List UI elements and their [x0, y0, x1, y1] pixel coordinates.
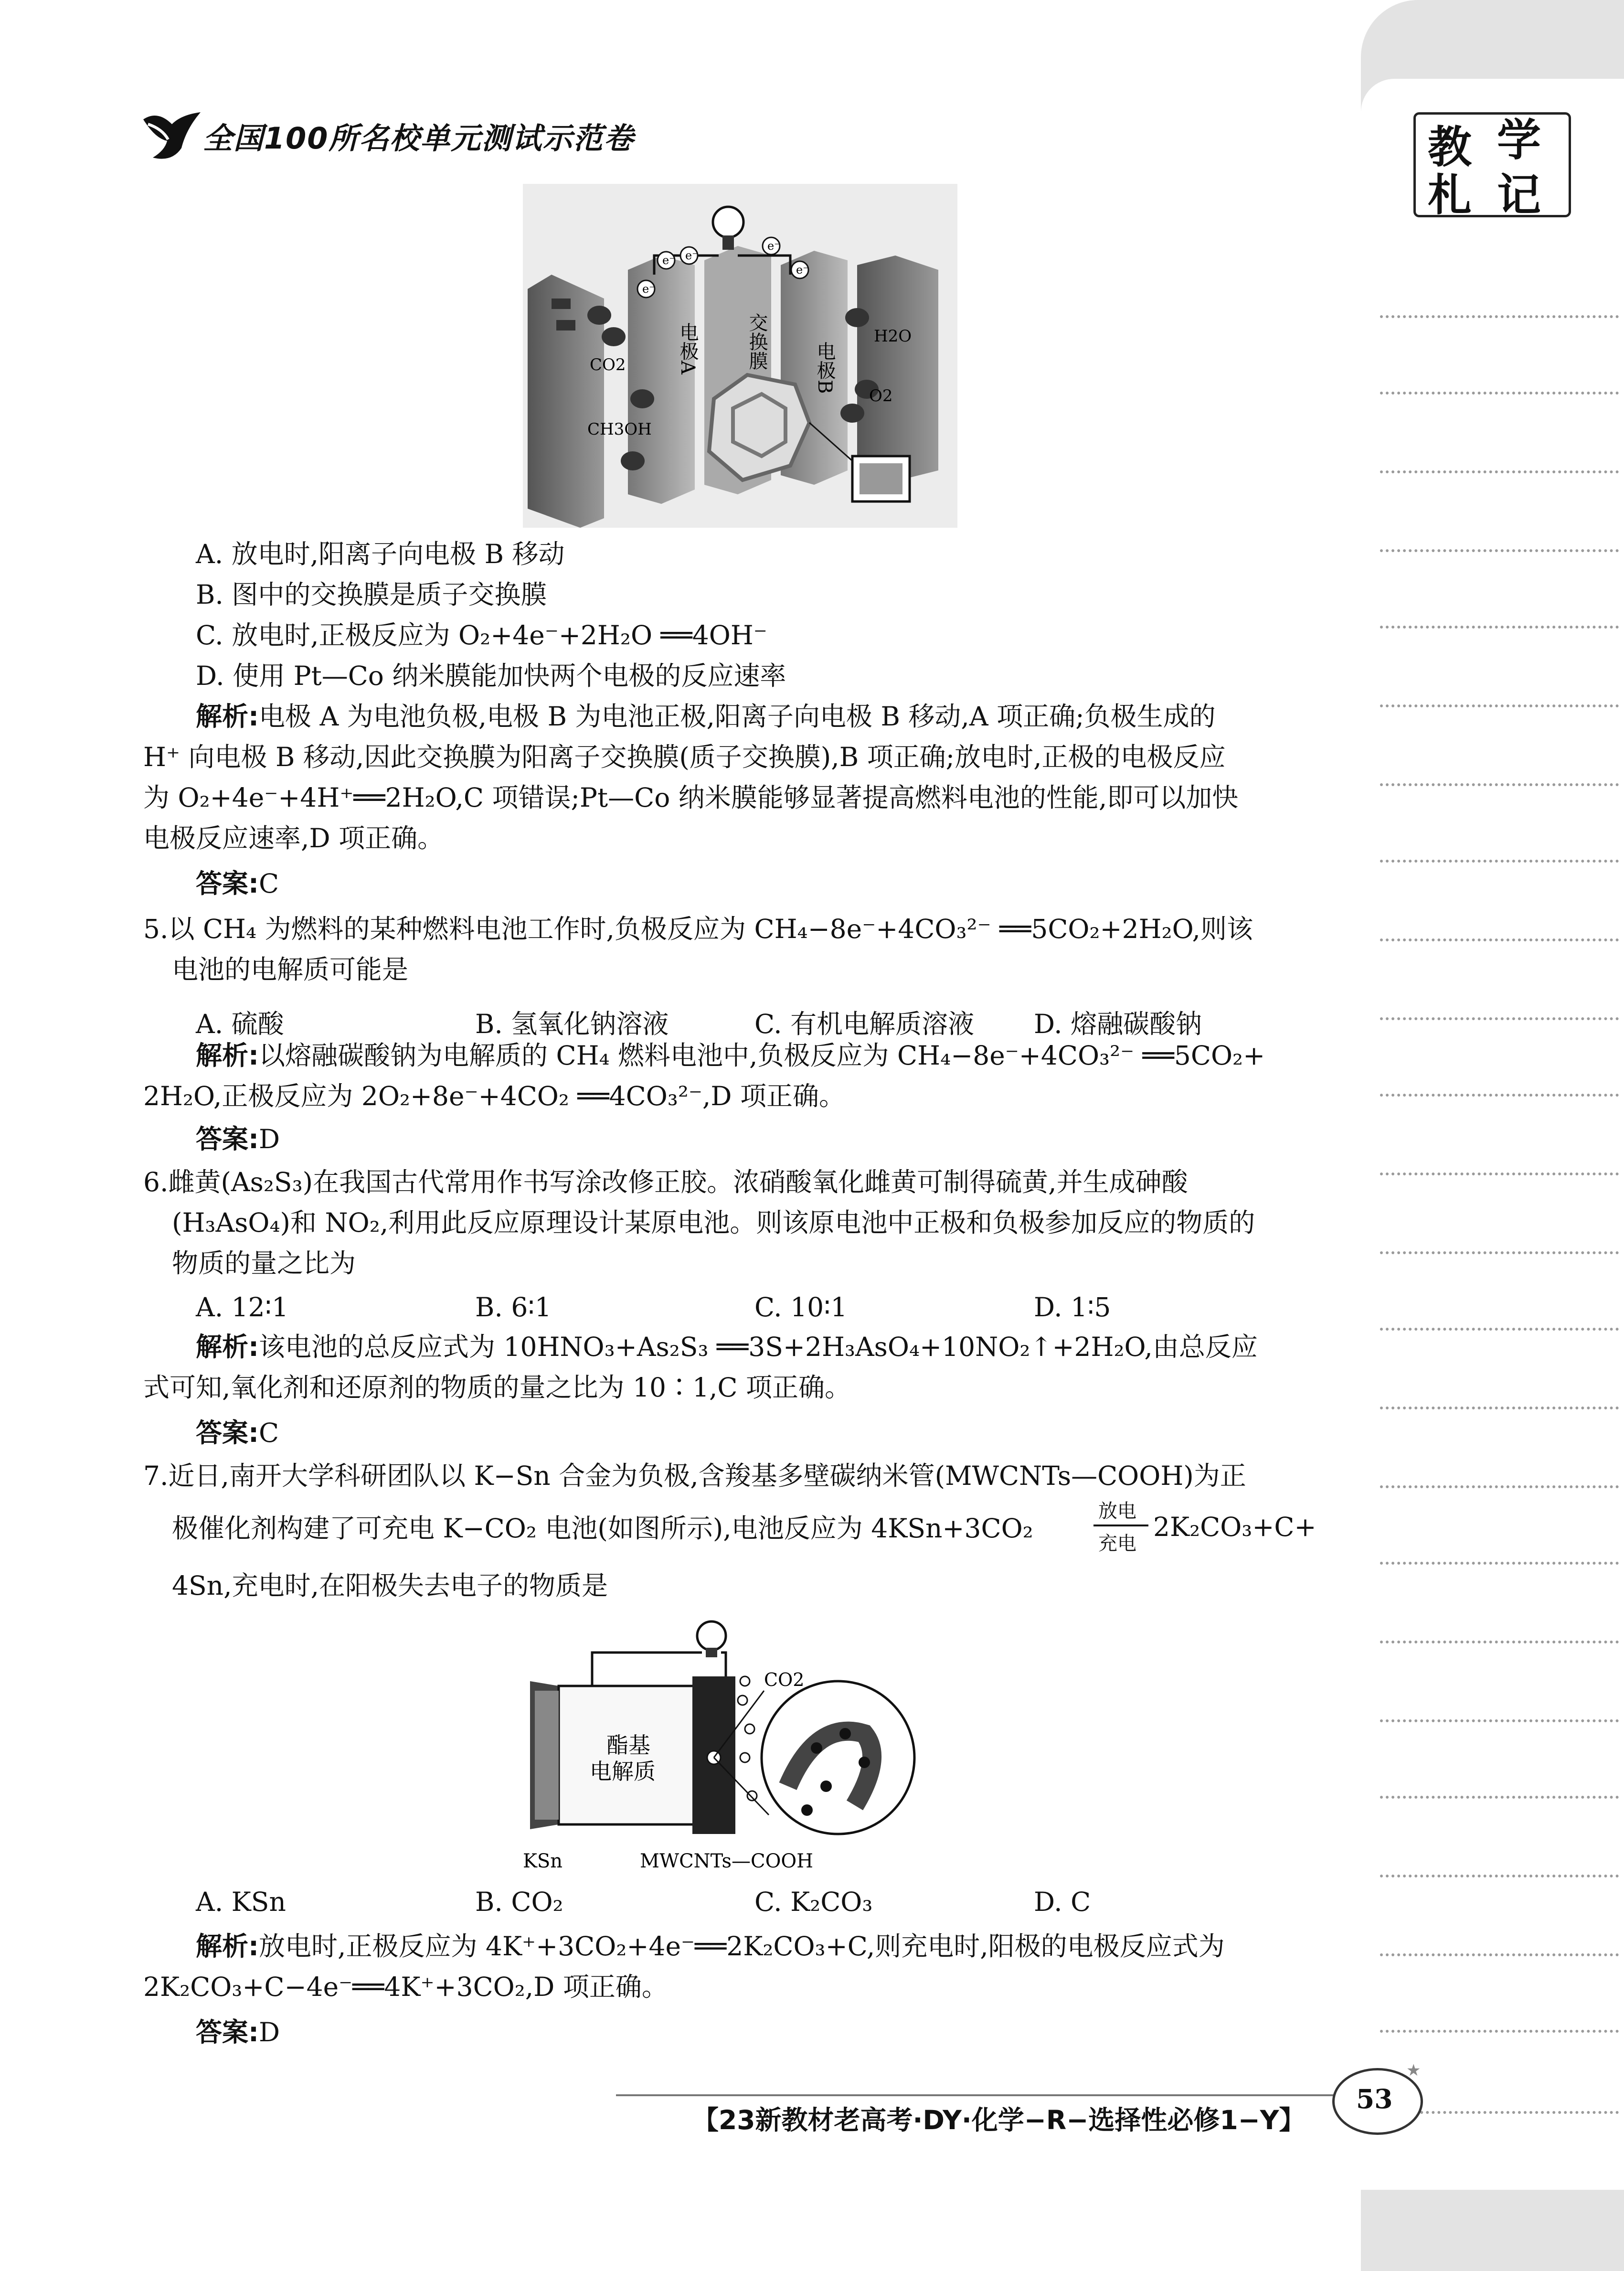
note-line: [1380, 315, 1619, 318]
note-line: [1380, 626, 1619, 629]
note-line: [1380, 1875, 1619, 1877]
q7-stem: 4Sn,充电时,在阳极失去电子的物质是: [172, 1570, 608, 1601]
q7-option-d: D. C: [1034, 1887, 1091, 1917]
q7-option-b: B. CO₂: [475, 1887, 563, 1917]
q6-option-c: C. 10∶1: [754, 1292, 848, 1322]
q4-analysis-line: 电极反应速率,D 项正确。: [143, 823, 444, 853]
co2-label: CO2: [590, 355, 626, 374]
notes-char: 记: [1497, 169, 1541, 221]
q7-arrow-top-label: 放电: [1098, 1500, 1136, 1522]
note-line: [1380, 549, 1619, 552]
mwcnts-label: MWCNTs—COOH: [640, 1850, 814, 1872]
q6-analysis-line: 式可知,氧化剂和还原剂的物质的量之比为 10∶1,C 项正确。: [143, 1372, 851, 1403]
q7-stem: 极催化剂构建了可充电 K−CO₂ 电池(如图所示),电池反应为 4KSn+3CO₂: [172, 1513, 1033, 1544]
note-line: [1380, 1017, 1619, 1020]
note-line: [1380, 1485, 1619, 1488]
note-line: [1380, 470, 1619, 473]
notes-heading: [1413, 103, 1566, 221]
reversible-arrow: [1093, 1525, 1148, 1526]
q5-analysis-line: 解析:以熔融碳酸钠为电解质的 CH₄ 燃料电池中,负极反应为 CH₄−8e⁻+4CO₃²⁻ ══5CO₂+: [196, 1040, 1265, 1071]
q6-option-a: A. 12∶1: [196, 1292, 288, 1322]
electron-label: e⁻: [796, 263, 809, 277]
note-line: [1380, 938, 1619, 941]
notes-char: 学: [1497, 114, 1541, 166]
q6-stem: 6.雌黄(As₂S₃)在我国古代常用作书写涂改修正胶。浓硝酸氧化雌黄可制得硫黄,并生成砷酸: [143, 1167, 1188, 1197]
note-line: [1380, 860, 1619, 863]
note-line: [1380, 392, 1619, 394]
q5-option-b: B. 氢氧化钠溶液: [475, 1009, 669, 1039]
note-line: [1380, 704, 1619, 707]
notes-char: 教: [1428, 121, 1472, 173]
analysis-label: 解析:: [196, 1332, 259, 1362]
q7-analysis-line: 2K₂CO₃+C−4e⁻══4K⁺+3CO₂,D 项正确。: [143, 1972, 668, 2002]
answer-label: 答案:: [196, 2017, 259, 2047]
o2-label: O2: [869, 386, 893, 405]
q5-option-a: A. 硫酸: [196, 1009, 284, 1039]
note-line: [1380, 1719, 1619, 1722]
electrode-b-label: 电极B: [814, 341, 836, 394]
ch3oh-label: CH3OH: [587, 420, 652, 439]
electron-label: e⁻: [662, 254, 675, 267]
analysis-label: 解析:: [196, 1040, 259, 1071]
q5-answer: 答案:D: [196, 1124, 280, 1154]
q7-option-c: C. K₂CO₃: [754, 1887, 873, 1917]
q6-option-b: B. 6∶1: [475, 1292, 552, 1322]
q4-option-c: C. 放电时,正极反应为 O₂+4e⁻+2H₂O ══4OH⁻: [196, 620, 767, 650]
electrolyte-label: 电解质: [590, 1759, 656, 1784]
electron-label: e⁻: [767, 239, 780, 253]
note-line: [1380, 1953, 1619, 1956]
electron-label: e⁻: [642, 282, 655, 296]
h2o-label: H2O: [874, 327, 912, 346]
q7-option-a: A. KSn: [196, 1887, 286, 1917]
note-line: [1380, 2030, 1619, 2033]
ksn-label: KSn: [523, 1850, 563, 1872]
note-line: [1380, 1796, 1619, 1799]
note-line: [1380, 1407, 1619, 1409]
page-number: 53: [1356, 2083, 1393, 2114]
q4-answer: 答案:C: [196, 868, 279, 899]
note-line: [1380, 1173, 1619, 1175]
q5-stem: 5.以 CH₄ 为燃料的某种燃料电池工作时,负极反应为 CH₄−8e⁻+4CO₃²⁻ ══5CO₂+2H₂O,则该: [143, 914, 1253, 944]
note-line: [1380, 1094, 1619, 1097]
note-line: [1380, 1251, 1619, 1254]
q4-analysis-line: 解析:电极 A 为电池负极,电极 B 为电池正极,阳离子向电极 B 移动,A 项正确;负极生成的: [196, 701, 1216, 732]
answer-label: 答案:: [196, 868, 259, 899]
note-line: [1380, 1641, 1619, 1643]
electrode-a-label: 电极A: [677, 322, 699, 374]
co2-label: CO2: [764, 1669, 805, 1690]
analysis-label: 解析:: [196, 701, 259, 732]
q7-answer: 答案:D: [196, 2017, 280, 2047]
q6-option-d: D. 1∶5: [1034, 1292, 1111, 1322]
answer-label: 答案:: [196, 1418, 259, 1448]
q4-analysis-line: H⁺ 向电极 B 移动,因此交换膜为阳离子交换膜(质子交换膜),B 项正确;放电时,正极的电极反应: [143, 742, 1226, 772]
footer-rule: [616, 2094, 1342, 2096]
q6-stem: 物质的量之比为: [172, 1248, 356, 1279]
q4-analysis-line: 为 O₂+4e⁻+4H⁺══2H₂O,C 项错误;Pt—Co 纳米膜能够显著提高燃料电池的性能,即可以加快: [143, 782, 1239, 813]
notes-char: 札: [1428, 169, 1472, 221]
electron-label: e⁻: [685, 249, 698, 262]
q4-option-a: A. 放电时,阳离子向电极 B 移动: [196, 539, 565, 569]
k-co2-battery-diagram: [520, 1614, 965, 1882]
q4-option-d: D. 使用 Pt—Co 纳米膜能加快两个电极的反应速率: [196, 661, 786, 691]
q5-stem: 电池的电解质可能是: [172, 954, 409, 985]
bulb-icon: [697, 1621, 726, 1650]
note-line: [1380, 783, 1619, 786]
q4-option-b: B. 图中的交换膜是质子交换膜: [196, 579, 547, 610]
q7-stem: 7.近日,南开大学科研团队以 K−Sn 合金为负极,含羧基多壁碳纳米管(MWCNTs—COOH)为正: [143, 1461, 1246, 1491]
q5-option-d: D. 熔融碳酸钠: [1034, 1009, 1202, 1039]
series-title: 全国100所名校单元测试示范卷: [203, 121, 635, 156]
q7-analysis-line: 解析:放电时,正极反应为 4K⁺+3CO₂+4e⁻══2K₂CO₃+C,则充电时,阳极的电极反应式为: [196, 1931, 1225, 1962]
membrane-label: 交换膜: [746, 313, 768, 370]
book-code: 【23新教材老高考·DY·化学−R−选择性必修1−Y】: [692, 2105, 1306, 2135]
answer-label: 答案:: [196, 1124, 259, 1154]
q5-analysis-line: 2H₂O,正极反应为 2O₂+8e⁻+4CO₂ ══4CO₃²⁻,D 项正确。: [143, 1081, 845, 1111]
bird-logo-icon: [138, 105, 205, 167]
electrolyte-label: 酯基: [606, 1732, 650, 1758]
note-line: [1380, 1562, 1619, 1565]
q6-analysis-line: 解析:该电池的总反应式为 10HNO₃+As₂S₃ ══3S+2H₃AsO₄+10NO₂↑+2H₂O,由总反应: [196, 1332, 1258, 1362]
notes-sidebar: [1351, 0, 1624, 2271]
q7-stem: 2K₂CO₃+C+: [1153, 1512, 1316, 1542]
q6-stem: (H₃AsO₄)和 NO₂,利用此反应原理设计某原电池。则该原电池中正极和负极参加反应的物质的: [172, 1207, 1255, 1238]
note-line: [1380, 1328, 1619, 1331]
q7-arrow-bottom-label: 充电: [1098, 1533, 1136, 1555]
q6-answer: 答案:C: [196, 1418, 279, 1448]
analysis-label: 解析:: [196, 1931, 259, 1962]
fuel-cell-diagram: [523, 184, 957, 528]
star-icon: ★: [1406, 2061, 1421, 2080]
q5-option-c: C. 有机电解质溶液: [754, 1009, 975, 1039]
